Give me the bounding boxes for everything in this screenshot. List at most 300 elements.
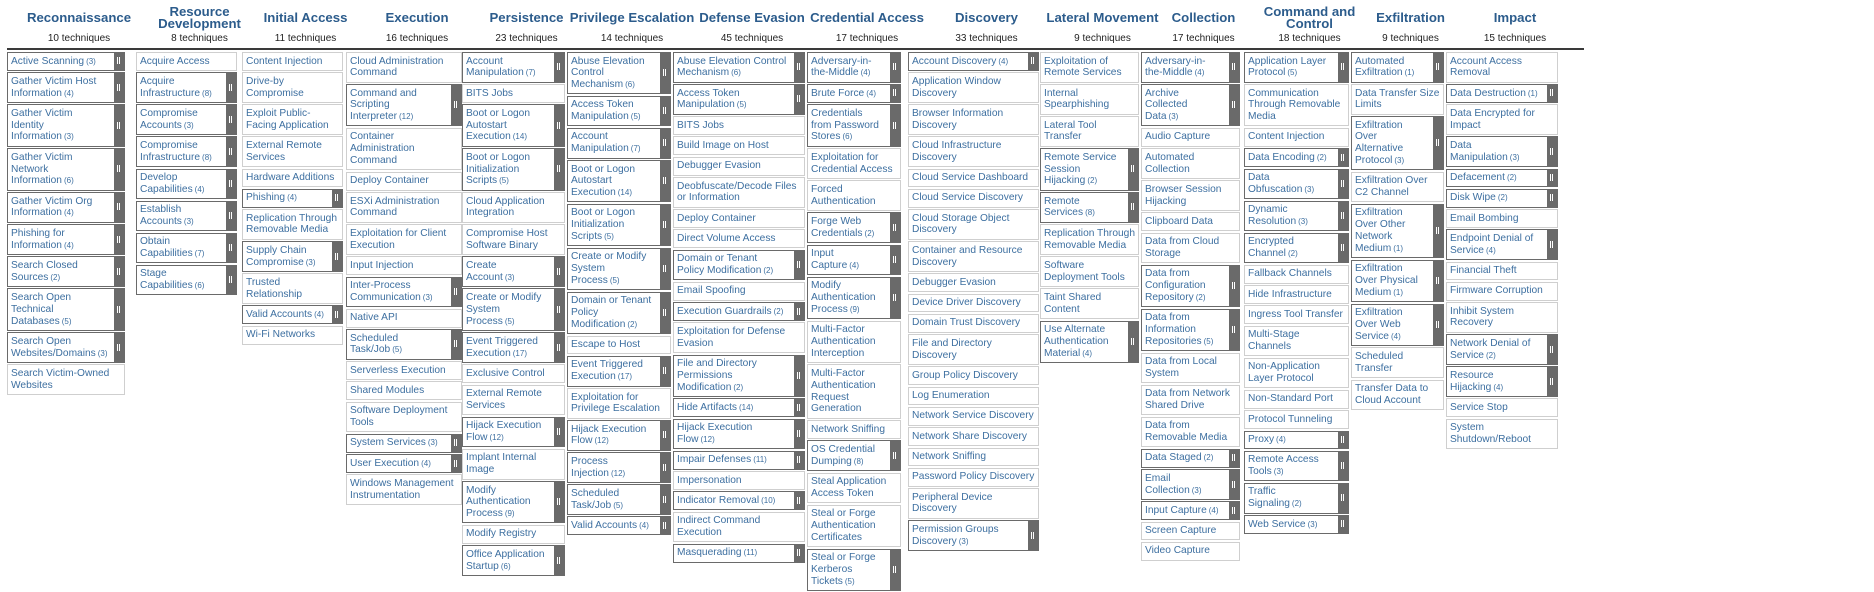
technique-name[interactable]: Cloud Service Discovery — [912, 192, 1023, 204]
technique-name[interactable]: Data from Information Repositories — [1145, 312, 1202, 347]
technique-cell[interactable] — [346, 224, 462, 255]
technique-cell[interactable] — [1040, 52, 1139, 83]
expand-subtechniques-handle-icon[interactable] — [1128, 193, 1138, 222]
technique-name[interactable]: Windows Management Instrumentation — [350, 477, 454, 501]
technique-name[interactable]: Network Sniffing — [811, 423, 885, 435]
technique-name[interactable]: Data from Removable Media — [1145, 420, 1228, 444]
technique-cell[interactable] — [1446, 104, 1558, 135]
technique-cell[interactable] — [346, 329, 462, 360]
technique-cell[interactable] — [908, 334, 1039, 365]
technique-name[interactable]: Build Image on Host — [677, 139, 769, 151]
technique-name[interactable]: Remote Access Tools — [1248, 454, 1319, 478]
expand-subtechniques-handle-icon[interactable] — [332, 242, 342, 271]
technique-name[interactable]: Steal or Forge Authentication Certificates — [811, 508, 876, 543]
technique-name[interactable]: Cloud Administration Command — [350, 55, 444, 79]
expand-subtechniques-handle-icon[interactable] — [332, 190, 342, 207]
technique-cell[interactable] — [1040, 224, 1139, 255]
expand-subtechniques-handle-icon[interactable] — [226, 234, 236, 263]
technique-name[interactable]: Phishing for Information — [11, 227, 65, 251]
technique-cell[interactable] — [462, 192, 565, 223]
expand-subtechniques-handle-icon[interactable] — [226, 73, 236, 102]
technique-cell[interactable] — [673, 177, 805, 208]
technique-name[interactable]: Boot or Logon Autostart Execution — [466, 107, 531, 143]
technique-name[interactable]: Event Triggered Execution — [466, 335, 538, 359]
technique-cell[interactable] — [1244, 305, 1349, 324]
technique-cell[interactable] — [242, 305, 343, 324]
expand-subtechniques-handle-icon[interactable] — [554, 546, 564, 575]
technique-name[interactable]: Container and Resource Discovery — [912, 244, 1023, 268]
technique-name[interactable]: Software Deployment Tools — [1044, 259, 1125, 283]
technique-name[interactable]: Create or Modify System Process — [466, 291, 542, 327]
technique-cell[interactable] — [673, 209, 805, 228]
expand-subtechniques-handle-icon[interactable] — [1547, 170, 1557, 187]
technique-cell[interactable] — [242, 189, 343, 208]
technique-name[interactable]: Dynamic Resolution — [1248, 204, 1297, 227]
technique-cell[interactable] — [1351, 304, 1444, 346]
technique-cell[interactable] — [1040, 148, 1139, 190]
technique-name[interactable]: Exfiltration Over Alternative Protocol — [1355, 119, 1404, 167]
technique-name[interactable]: Cloud Application Integration — [466, 195, 545, 219]
technique-name[interactable]: Serverless Execution — [350, 364, 446, 376]
technique-cell[interactable] — [7, 72, 125, 103]
technique-name[interactable]: Clipboard Data — [1145, 215, 1213, 227]
technique-cell[interactable] — [908, 72, 1039, 103]
technique-cell[interactable] — [1244, 169, 1349, 200]
technique-cell[interactable] — [908, 169, 1039, 188]
expand-subtechniques-handle-icon[interactable] — [1028, 53, 1038, 70]
technique-name[interactable]: Peripheral Device Discovery — [912, 491, 993, 515]
technique-cell[interactable] — [242, 209, 343, 240]
technique-name[interactable]: Search Victim-Owned Websites — [11, 367, 110, 391]
technique-name[interactable]: Valid Accounts — [246, 308, 313, 320]
technique-name[interactable]: Valid Accounts — [571, 519, 638, 531]
technique-name[interactable]: Account Access Removal — [1450, 55, 1522, 79]
expand-subtechniques-handle-icon[interactable] — [114, 193, 124, 222]
technique-name[interactable]: OS Credential Dumping — [811, 443, 875, 467]
technique-name[interactable]: Modify Authentication Process — [466, 484, 531, 520]
technique-cell[interactable] — [346, 381, 462, 400]
technique-cell[interactable] — [462, 545, 565, 576]
expand-subtechniques-handle-icon[interactable] — [1433, 117, 1443, 169]
technique-name[interactable]: Exfiltration Over Web Service — [1355, 307, 1403, 342]
technique-cell[interactable] — [567, 96, 671, 127]
technique-name[interactable]: Email Spoofing — [677, 285, 746, 297]
technique-name[interactable]: Forge Web Credentials — [811, 215, 863, 239]
technique-cell[interactable] — [1244, 410, 1349, 429]
expand-subtechniques-handle-icon[interactable] — [1338, 234, 1348, 263]
expand-subtechniques-handle-icon[interactable] — [890, 85, 900, 102]
expand-subtechniques-handle-icon[interactable] — [1547, 85, 1557, 102]
expand-subtechniques-handle-icon[interactable] — [660, 421, 670, 450]
technique-name[interactable]: Multi-Factor Authentication Request Generation — [811, 367, 876, 415]
technique-cell[interactable] — [673, 451, 805, 470]
technique-name[interactable]: Non-Application Layer Protocol — [1248, 361, 1320, 385]
expand-subtechniques-handle-icon[interactable] — [114, 225, 124, 254]
expand-subtechniques-handle-icon[interactable] — [794, 420, 804, 449]
technique-cell[interactable] — [7, 224, 125, 255]
technique-cell[interactable] — [346, 192, 462, 223]
technique-cell[interactable] — [673, 84, 805, 115]
technique-name[interactable]: User Execution — [350, 457, 420, 469]
technique-name[interactable]: Boot or Logon Initialization Scripts — [571, 207, 636, 243]
technique-name[interactable]: Compromise Accounts — [140, 107, 198, 131]
expand-subtechniques-handle-icon[interactable] — [660, 205, 670, 245]
tactic-title[interactable]: Credential Access — [810, 9, 924, 25]
technique-name[interactable]: Hijack Execution Flow — [571, 423, 647, 447]
expand-subtechniques-handle-icon[interactable] — [114, 53, 124, 70]
technique-name[interactable]: Create or Modify System Process — [571, 251, 647, 286]
technique-cell[interactable] — [462, 52, 565, 83]
technique-name[interactable]: Abuse Elevation Control Mechanism — [571, 55, 645, 91]
expand-subtechniques-handle-icon[interactable] — [554, 149, 564, 189]
technique-cell[interactable] — [1141, 180, 1240, 211]
technique-name[interactable]: External Remote Services — [246, 139, 322, 163]
technique-cell[interactable] — [136, 201, 237, 232]
tactic-title[interactable]: Privilege Escalation — [569, 9, 695, 25]
technique-name[interactable]: Automated Collection — [1145, 151, 1195, 175]
technique-cell[interactable] — [1141, 84, 1240, 126]
tactic-title[interactable]: Collection — [1171, 9, 1236, 25]
technique-name[interactable]: Hide Artifacts — [677, 401, 738, 413]
technique-cell[interactable] — [462, 332, 565, 363]
expand-subtechniques-handle-icon[interactable] — [794, 356, 804, 396]
technique-cell[interactable] — [567, 516, 671, 535]
technique-cell[interactable] — [673, 398, 805, 417]
technique-cell[interactable] — [908, 273, 1039, 292]
technique-name[interactable]: Office Application Startup — [466, 548, 545, 572]
technique-name[interactable]: Archive Collected Data — [1145, 87, 1188, 123]
technique-cell[interactable] — [1141, 212, 1240, 231]
technique-cell[interactable] — [1446, 52, 1558, 83]
expand-subtechniques-handle-icon[interactable] — [554, 333, 564, 362]
technique-cell[interactable] — [1351, 347, 1444, 378]
expand-subtechniques-handle-icon[interactable] — [890, 441, 900, 470]
technique-cell[interactable] — [908, 104, 1039, 135]
technique-name[interactable]: Fallback Channels — [1248, 268, 1332, 280]
technique-name[interactable]: Ingress Tool Transfer — [1248, 308, 1343, 320]
technique-name[interactable]: Stage Capabilities — [140, 268, 193, 292]
technique-cell[interactable] — [807, 321, 901, 363]
technique-name[interactable]: Encrypted Channel — [1248, 236, 1294, 260]
technique-name[interactable]: System Shutdown/Reboot — [1450, 422, 1531, 446]
technique-name[interactable]: Process Injection — [571, 455, 609, 479]
technique-name[interactable]: Firmware Corruption — [1450, 285, 1543, 297]
technique-cell[interactable] — [1244, 358, 1349, 389]
expand-subtechniques-handle-icon[interactable] — [1547, 367, 1557, 396]
technique-cell[interactable] — [807, 104, 901, 146]
expand-subtechniques-handle-icon[interactable] — [890, 246, 900, 275]
technique-cell[interactable] — [242, 72, 343, 103]
technique-name[interactable]: Endpoint Denial of Service — [1450, 232, 1534, 256]
technique-name[interactable]: Content Injection — [1248, 131, 1325, 143]
technique-name[interactable]: Permission Groups Discovery — [912, 523, 999, 547]
expand-subtechniques-handle-icon[interactable] — [1229, 310, 1239, 350]
technique-name[interactable]: Search Open Technical Databases — [11, 291, 72, 327]
technique-name[interactable]: BITS Jobs — [677, 119, 724, 131]
technique-cell[interactable] — [462, 256, 565, 287]
technique-name[interactable]: ESXi Administration Command — [350, 195, 440, 219]
technique-name[interactable]: Data Destruction — [1450, 87, 1526, 99]
expand-subtechniques-handle-icon[interactable] — [226, 266, 236, 295]
technique-name[interactable]: Data from Configuration Repository — [1145, 268, 1206, 303]
technique-cell[interactable] — [1244, 84, 1349, 126]
technique-cell[interactable] — [1351, 172, 1444, 203]
technique-cell[interactable] — [7, 104, 125, 146]
expand-subtechniques-handle-icon[interactable] — [794, 399, 804, 416]
technique-name[interactable]: Container Administration Command — [350, 131, 415, 167]
technique-name[interactable]: Deobfuscate/Decode Files or Information — [677, 180, 797, 204]
technique-cell[interactable] — [807, 473, 901, 504]
technique-cell[interactable] — [807, 148, 901, 179]
technique-name[interactable]: Compromise Infrastructure — [140, 139, 201, 163]
technique-name[interactable]: Data from Network Shared Drive — [1145, 388, 1230, 412]
technique-name[interactable]: External Remote Services — [466, 388, 542, 412]
technique-name[interactable]: Input Capture — [811, 248, 848, 271]
technique-name[interactable]: Traffic Signaling — [1248, 486, 1290, 510]
technique-name[interactable]: Data Manipulation — [1450, 139, 1508, 163]
technique-name[interactable]: Proxy — [1248, 434, 1275, 446]
technique-name[interactable]: Group Policy Discovery — [912, 369, 1018, 381]
technique-name[interactable]: Account Manipulation — [571, 131, 629, 155]
technique-cell[interactable] — [1244, 128, 1349, 147]
technique-cell[interactable] — [136, 52, 237, 71]
expand-subtechniques-handle-icon[interactable] — [114, 149, 124, 189]
technique-cell[interactable] — [567, 484, 671, 515]
expand-subtechniques-handle-icon[interactable] — [890, 550, 900, 590]
technique-name[interactable]: Deploy Container — [350, 175, 429, 187]
technique-cell[interactable] — [673, 157, 805, 176]
technique-name[interactable]: Replication Through Removable Media — [1044, 227, 1135, 251]
technique-name[interactable]: Escape to Host — [571, 339, 641, 351]
technique-name[interactable]: Exploitation for Credential Access — [811, 151, 893, 175]
technique-name[interactable]: Implant Internal Image — [466, 452, 537, 476]
expand-subtechniques-handle-icon[interactable] — [226, 137, 236, 166]
expand-subtechniques-handle-icon[interactable] — [890, 105, 900, 145]
technique-cell[interactable] — [462, 148, 565, 190]
expand-subtechniques-handle-icon[interactable] — [890, 213, 900, 242]
technique-cell[interactable] — [567, 52, 671, 94]
expand-subtechniques-handle-icon[interactable] — [1338, 516, 1348, 533]
expand-subtechniques-handle-icon[interactable] — [451, 435, 461, 452]
technique-cell[interactable] — [1446, 302, 1558, 333]
technique-name[interactable]: Account Manipulation — [466, 55, 524, 79]
expand-subtechniques-handle-icon[interactable] — [660, 453, 670, 482]
technique-cell[interactable] — [462, 417, 565, 448]
technique-name[interactable]: Modify Registry — [466, 528, 537, 540]
technique-cell[interactable] — [908, 407, 1039, 426]
technique-name[interactable]: Cloud Storage Object Discovery — [912, 212, 1010, 236]
technique-cell[interactable] — [1351, 260, 1444, 302]
technique-cell[interactable] — [908, 520, 1039, 551]
tactic-title[interactable]: Command and Control — [1263, 3, 1356, 31]
expand-subtechniques-handle-icon[interactable] — [451, 455, 461, 472]
expand-subtechniques-handle-icon[interactable] — [114, 333, 124, 362]
technique-cell[interactable] — [673, 302, 805, 321]
technique-name[interactable]: Drive-by Compromise — [246, 75, 304, 99]
expand-subtechniques-handle-icon[interactable] — [794, 251, 804, 280]
technique-name[interactable]: Trusted Relationship — [246, 276, 303, 300]
expand-subtechniques-handle-icon[interactable] — [1338, 452, 1348, 481]
technique-cell[interactable] — [908, 488, 1039, 519]
technique-name[interactable]: Abuse Elevation Control Mechanism — [677, 55, 787, 79]
technique-cell[interactable] — [346, 402, 462, 433]
technique-name[interactable]: Domain Trust Discovery — [912, 317, 1021, 329]
technique-name[interactable]: Software Deployment Tools — [350, 405, 448, 429]
technique-cell[interactable] — [908, 52, 1039, 71]
expand-subtechniques-handle-icon[interactable] — [554, 289, 564, 329]
technique-cell[interactable] — [346, 474, 462, 505]
expand-subtechniques-handle-icon[interactable] — [1229, 470, 1239, 499]
technique-name[interactable]: Service Stop — [1450, 401, 1508, 413]
technique-name[interactable]: Debugger Evasion — [912, 276, 996, 288]
technique-name[interactable]: Exploitation for Defense Evasion — [677, 325, 786, 349]
technique-name[interactable]: Event Triggered Execution — [571, 359, 643, 383]
technique-cell[interactable] — [908, 209, 1039, 240]
technique-name[interactable]: Modify Authentication Process — [811, 280, 876, 315]
expand-subtechniques-handle-icon[interactable] — [1229, 53, 1239, 82]
technique-cell[interactable] — [908, 387, 1039, 406]
technique-name[interactable]: Scheduled Task/Job — [571, 487, 620, 511]
expand-subtechniques-handle-icon[interactable] — [660, 293, 670, 333]
technique-name[interactable]: Search Open Websites/Domains — [11, 335, 96, 359]
technique-cell[interactable] — [1351, 380, 1444, 411]
expand-subtechniques-handle-icon[interactable] — [1433, 53, 1443, 82]
expand-subtechniques-handle-icon[interactable] — [554, 257, 564, 286]
expand-subtechniques-handle-icon[interactable] — [1547, 230, 1557, 259]
technique-name[interactable]: Application Window Discovery — [912, 75, 1001, 99]
technique-name[interactable]: Impersonation — [677, 474, 742, 486]
expand-subtechniques-handle-icon[interactable] — [1229, 85, 1239, 125]
expand-subtechniques-handle-icon[interactable] — [1229, 450, 1239, 467]
technique-cell[interactable] — [567, 388, 671, 419]
technique-name[interactable]: Wi-Fi Networks — [246, 329, 316, 341]
technique-name[interactable]: Input Injection — [350, 259, 414, 271]
expand-subtechniques-handle-icon[interactable] — [660, 357, 670, 386]
technique-name[interactable]: Indirect Command Execution — [677, 515, 761, 539]
technique-name[interactable]: Financial Theft — [1450, 265, 1517, 277]
technique-cell[interactable] — [908, 294, 1039, 313]
technique-name[interactable]: File and Directory Permissions Modification — [677, 358, 757, 393]
technique-cell[interactable] — [1244, 451, 1349, 482]
tactic-title[interactable]: Persistence — [489, 9, 564, 25]
technique-cell[interactable] — [136, 72, 237, 103]
technique-cell[interactable] — [1141, 449, 1240, 468]
technique-cell[interactable] — [1141, 417, 1240, 448]
technique-cell[interactable] — [1141, 52, 1240, 83]
technique-name[interactable]: Compromise Host Software Binary — [466, 227, 548, 251]
technique-cell[interactable] — [1141, 501, 1240, 520]
technique-cell[interactable] — [1351, 204, 1444, 258]
technique-name[interactable]: Native API — [350, 312, 398, 324]
technique-name[interactable]: Cloud Infrastructure Discovery — [912, 139, 1002, 163]
technique-name[interactable]: Debugger Evasion — [677, 160, 761, 172]
technique-name[interactable]: Active Scanning — [11, 55, 85, 67]
expand-subtechniques-handle-icon[interactable] — [226, 170, 236, 199]
technique-name[interactable]: Obtain Capabilities — [140, 236, 193, 260]
tactic-title[interactable]: Exfiltration — [1376, 9, 1445, 25]
expand-subtechniques-handle-icon[interactable] — [1229, 266, 1239, 306]
technique-cell[interactable] — [346, 172, 462, 191]
expand-subtechniques-handle-icon[interactable] — [1547, 190, 1557, 207]
technique-name[interactable]: Data Encoding — [1248, 151, 1315, 163]
technique-cell[interactable] — [1351, 52, 1444, 83]
technique-name[interactable]: Taint Shared Content — [1044, 291, 1102, 315]
technique-name[interactable]: Gather Victim Identity Information — [11, 107, 73, 143]
expand-subtechniques-handle-icon[interactable] — [660, 517, 670, 534]
technique-cell[interactable] — [807, 549, 901, 591]
technique-name[interactable]: Boot or Logon Autostart Execution — [571, 163, 636, 199]
technique-name[interactable]: Scheduled Transfer — [1355, 350, 1404, 374]
technique-cell[interactable] — [1446, 209, 1558, 228]
technique-name[interactable]: Video Capture — [1145, 545, 1210, 557]
technique-cell[interactable] — [1446, 229, 1558, 260]
technique-cell[interactable] — [7, 288, 125, 330]
technique-name[interactable]: Inhibit System Recovery — [1450, 305, 1514, 329]
technique-cell[interactable] — [908, 314, 1039, 333]
expand-subtechniques-handle-icon[interactable] — [1338, 432, 1348, 449]
technique-cell[interactable] — [7, 52, 125, 71]
technique-cell[interactable] — [1244, 233, 1349, 264]
technique-cell[interactable] — [7, 364, 125, 395]
technique-name[interactable]: Network Service Discovery — [912, 410, 1034, 422]
technique-cell[interactable] — [807, 364, 901, 418]
technique-cell[interactable] — [1141, 469, 1240, 500]
technique-cell[interactable] — [136, 169, 237, 200]
technique-name[interactable]: Gather Victim Org Information — [11, 195, 93, 219]
technique-name[interactable]: Credentials from Password Stores — [811, 107, 879, 143]
expand-subtechniques-handle-icon[interactable] — [890, 53, 900, 82]
technique-cell[interactable] — [462, 84, 565, 103]
technique-cell[interactable] — [242, 241, 343, 272]
technique-cell[interactable] — [807, 245, 901, 276]
technique-cell[interactable] — [1141, 385, 1240, 416]
technique-name[interactable]: Create Account — [466, 259, 503, 283]
technique-cell[interactable] — [673, 419, 805, 450]
expand-subtechniques-handle-icon[interactable] — [660, 249, 670, 289]
technique-cell[interactable] — [1141, 309, 1240, 351]
technique-cell[interactable] — [346, 361, 462, 380]
technique-cell[interactable] — [1040, 116, 1139, 147]
technique-name[interactable]: Execution Guardrails — [677, 305, 772, 317]
technique-name[interactable]: Non-Standard Port — [1248, 393, 1333, 405]
technique-name[interactable]: Password Policy Discovery — [912, 471, 1035, 483]
technique-cell[interactable] — [462, 104, 565, 146]
technique-cell[interactable] — [1446, 366, 1558, 397]
technique-cell[interactable] — [136, 136, 237, 167]
technique-cell[interactable] — [1446, 169, 1558, 188]
technique-name[interactable]: Establish Accounts — [140, 204, 182, 227]
technique-cell[interactable] — [908, 241, 1039, 272]
technique-name[interactable]: Domain or Tenant Policy Modification — [571, 295, 652, 330]
technique-cell[interactable] — [673, 229, 805, 248]
technique-cell[interactable] — [908, 189, 1039, 208]
tactic-title[interactable]: Impact — [1493, 9, 1537, 25]
technique-cell[interactable] — [673, 52, 805, 83]
technique-name[interactable]: Audio Capture — [1145, 131, 1211, 143]
technique-cell[interactable] — [1351, 116, 1444, 170]
technique-cell[interactable] — [462, 449, 565, 480]
technique-cell[interactable] — [136, 265, 237, 296]
technique-cell[interactable] — [673, 491, 805, 510]
technique-cell[interactable] — [673, 282, 805, 301]
expand-subtechniques-handle-icon[interactable] — [1128, 149, 1138, 189]
technique-cell[interactable] — [908, 448, 1039, 467]
technique-name[interactable]: Multi-Stage Channels — [1248, 329, 1300, 353]
technique-cell[interactable] — [567, 204, 671, 246]
technique-cell[interactable] — [1446, 334, 1558, 365]
technique-cell[interactable] — [462, 481, 565, 523]
expand-subtechniques-handle-icon[interactable] — [554, 482, 564, 522]
